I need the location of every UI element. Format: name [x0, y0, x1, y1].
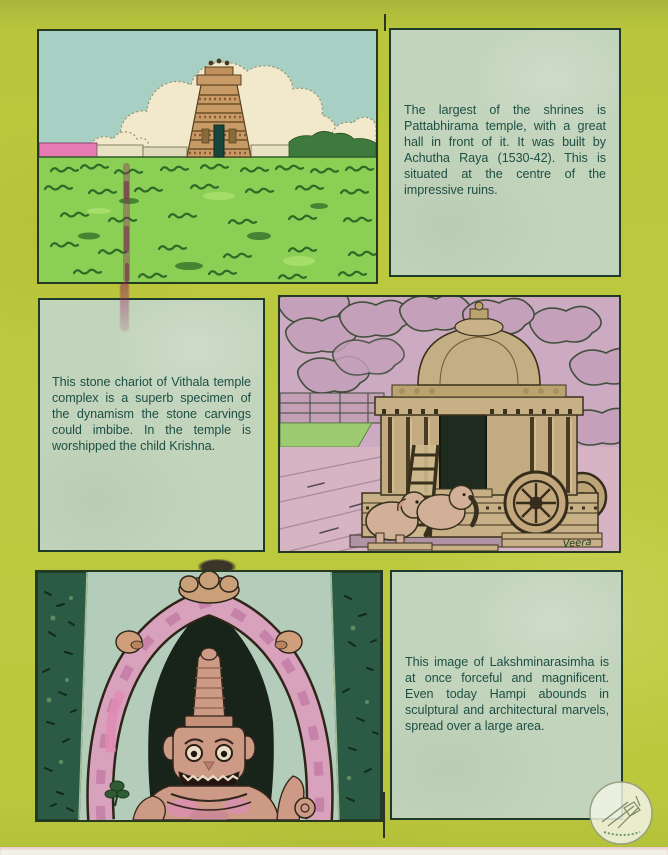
caption-text-lakshminarasimha: This image of Lakshminarasimha is at once forceful and magnificent. Even today Hampi abounds in sculptural and architectural marvels, spread over a large area. — [405, 655, 609, 733]
panel-chariot-illustration — [278, 295, 621, 553]
caption-text-stone-chariot: This stone chariot of Vithala temple complex is a superb specimen of the dynamism the stone carvings could imbibe. In the temple is worshipped the child Krishna. — [52, 375, 251, 453]
arch-side-lion-right — [275, 631, 302, 653]
ink-stain — [120, 282, 129, 332]
artist-signature: Veera — [562, 537, 592, 550]
caption-box-stone-chariot — [38, 298, 265, 552]
temple-landscape-drawing — [39, 31, 376, 282]
fold-mark-top — [384, 14, 386, 31]
arch-crown-lions — [179, 572, 239, 603]
publisher-stamp — [578, 778, 664, 848]
panel-narasimha-illustration — [35, 570, 383, 822]
paper-edge-bottom — [0, 847, 668, 855]
ruined-wall — [280, 393, 384, 423]
lakshminarasimha-drawing — [37, 572, 381, 820]
pillar-right — [331, 572, 381, 820]
grass-field — [39, 157, 376, 282]
ink-stain-in-panel — [123, 163, 130, 282]
caption-text-pattabhirama: The largest of the shrines is Pattabhirama temple, with a great hall in front of it. It was built by Achutha Raya (1530-42). This is situated at the centre of the impressive ruins. — [404, 103, 606, 197]
stone-chariot-drawing — [280, 297, 619, 551]
pillar-left — [37, 572, 87, 820]
grass-patch — [280, 423, 372, 447]
panel-temple-illustration — [37, 29, 378, 284]
fold-mark-bottom — [383, 792, 385, 838]
arch-side-lion-left — [116, 631, 143, 653]
caption-box-pattabhirama — [389, 28, 621, 277]
temple-doorway — [214, 125, 224, 157]
